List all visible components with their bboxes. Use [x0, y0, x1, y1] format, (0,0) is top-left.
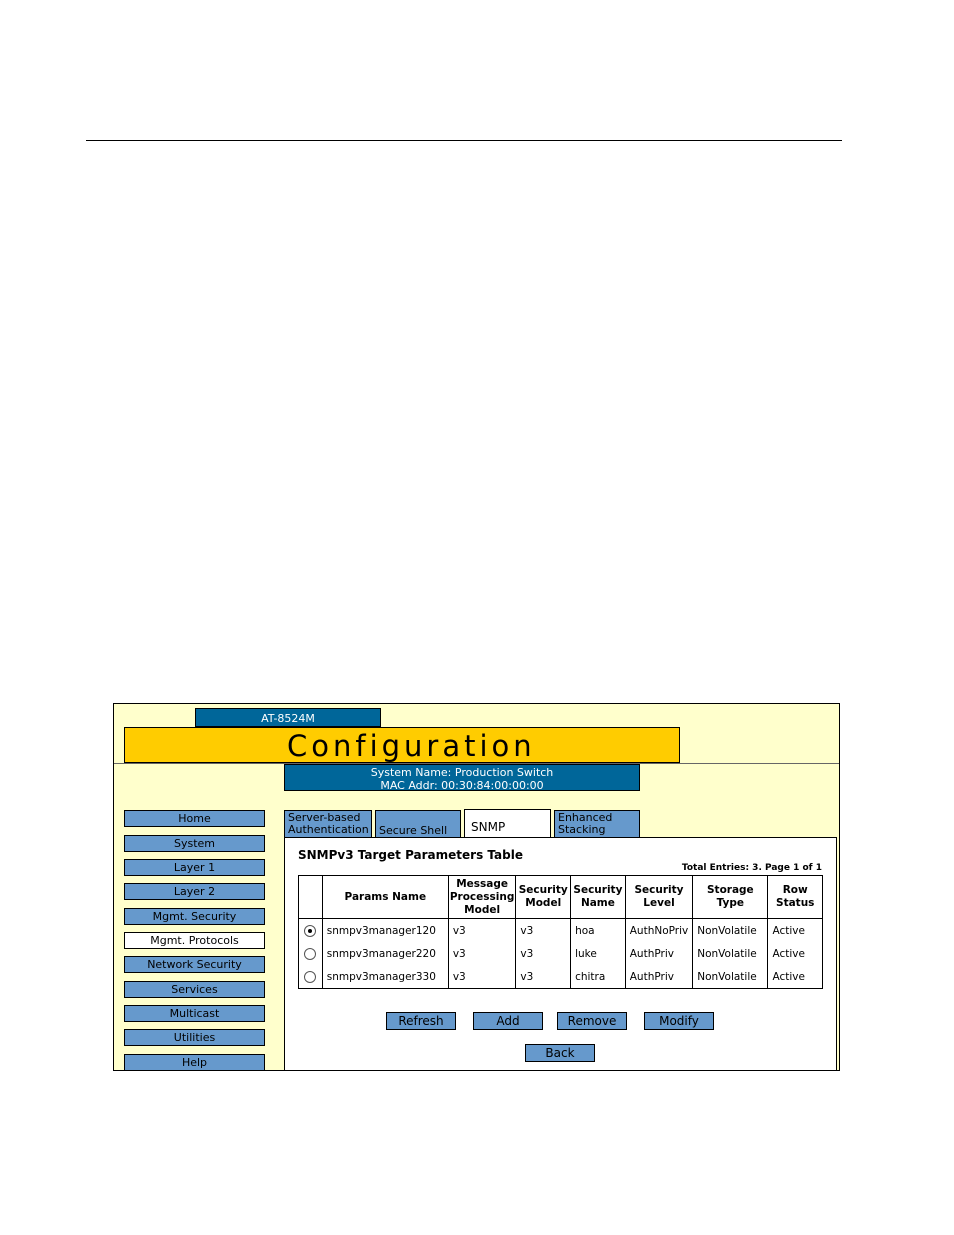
web-interface-frame: [113, 703, 840, 1071]
remove-button[interactable]: Remove: [557, 1012, 627, 1030]
column-header-params-name: Params Name: [322, 876, 448, 919]
row-select-cell: [299, 942, 323, 965]
table-row: [299, 942, 823, 965]
tab-label-line1: Enhanced: [558, 811, 613, 824]
tab-server-based-authentication[interactable]: [284, 810, 372, 838]
column-header-security-level: Security Level: [625, 876, 692, 919]
content-panel: [284, 837, 837, 1071]
model-name-bar: AT-8524M: [195, 708, 381, 727]
column-header-select: [299, 876, 323, 919]
security-name-cell: hoa: [571, 919, 626, 943]
sidebar-item-system[interactable]: System: [124, 835, 265, 852]
security-model-cell: v3: [516, 965, 571, 989]
storage-type-cell: NonVolatile: [693, 919, 768, 943]
row-select-radio[interactable]: [304, 948, 316, 960]
table-row: [299, 919, 823, 943]
system-info-bar: [284, 764, 640, 791]
tab-label-line2: Stacking: [558, 823, 606, 836]
sidebar-item-multicast[interactable]: Multicast: [124, 1005, 265, 1022]
snmpv3-target-params-table: [298, 875, 823, 989]
sidebar-item-mgmt-protocols[interactable]: Mgmt. Protocols: [124, 932, 265, 949]
row-status-cell: Active: [768, 942, 823, 965]
tab-secure-shell[interactable]: [375, 810, 461, 838]
tab-label: SNMP: [471, 820, 506, 834]
sidebar-item-mgmt-security[interactable]: Mgmt. Security: [124, 908, 265, 925]
storage-type-cell: NonVolatile: [693, 965, 768, 989]
params-name-cell: snmpv3manager120: [322, 919, 448, 943]
tab-enhanced-stacking[interactable]: [554, 810, 640, 838]
tab-snmp[interactable]: [464, 809, 551, 839]
sidebar-item-services[interactable]: Services: [124, 981, 265, 998]
add-button[interactable]: Add: [473, 1012, 543, 1030]
column-header-security-name: Security Name: [571, 876, 626, 919]
modify-button[interactable]: Modify: [644, 1012, 714, 1030]
table-title: SNMPv3 Target Parameters Table: [298, 848, 523, 862]
row-select-radio[interactable]: [304, 971, 316, 983]
mp-model-cell: v3: [448, 919, 516, 943]
sidebar-item-home[interactable]: Home: [124, 810, 265, 827]
total-entries: Total Entries: 3. Page 1 of 1: [681, 863, 822, 873]
sidebar-item-layer2[interactable]: Layer 2: [124, 883, 265, 900]
security-level-cell: AuthPriv: [625, 965, 692, 989]
tab-label-line2: Authentication: [288, 823, 369, 836]
page-title: Configuration: [287, 729, 536, 763]
mac-address: MAC Addr: 00:30:84:00:00:00: [380, 779, 544, 792]
mp-model-cell: v3: [448, 942, 516, 965]
security-name-cell: chitra: [571, 965, 626, 989]
tab-label-line1: Server-based: [288, 811, 361, 824]
params-name-cell: snmpv3manager220: [322, 942, 448, 965]
table-header-row: [299, 876, 823, 919]
security-model-cell: v3: [516, 919, 571, 943]
table-row: [299, 965, 823, 989]
row-select-cell: [299, 965, 323, 989]
page-rule: [86, 140, 842, 141]
security-model-cell: v3: [516, 942, 571, 965]
params-name-cell: snmpv3manager330: [322, 965, 448, 989]
sidebar-item-utilities[interactable]: Utilities: [124, 1029, 265, 1046]
tab-label: Secure Shell: [379, 824, 448, 837]
security-level-cell: AuthNoPriv: [625, 919, 692, 943]
security-level-cell: AuthPriv: [625, 942, 692, 965]
column-header-security-model: Security Model: [516, 876, 571, 919]
column-header-row-status: Row Status: [768, 876, 823, 919]
mp-model-cell: v3: [448, 965, 516, 989]
sidebar-item-layer1[interactable]: Layer 1: [124, 859, 265, 876]
title-banner: [124, 727, 680, 763]
row-status-cell: Active: [768, 919, 823, 943]
row-select-cell: [299, 919, 323, 943]
sidebar-item-help[interactable]: Help: [124, 1054, 265, 1071]
storage-type-cell: NonVolatile: [693, 942, 768, 965]
row-status-cell: Active: [768, 965, 823, 989]
sidebar-item-network-security[interactable]: Network Security: [124, 956, 265, 973]
column-header-storage-type: Storage Type: [693, 876, 768, 919]
back-button[interactable]: Back: [525, 1044, 595, 1062]
refresh-button[interactable]: Refresh: [386, 1012, 456, 1030]
column-header-mp-model: Message Processing Model: [448, 876, 516, 919]
row-select-radio[interactable]: [304, 925, 316, 937]
system-name: System Name: Production Switch: [370, 766, 554, 779]
security-name-cell: luke: [571, 942, 626, 965]
